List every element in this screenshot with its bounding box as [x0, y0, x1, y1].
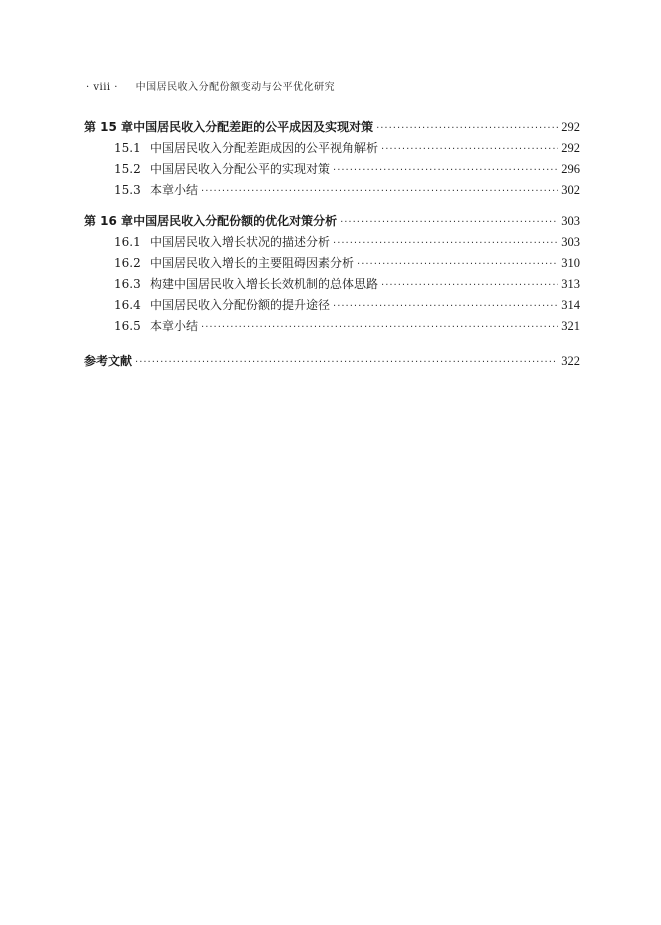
toc-chapter-16[interactable] — [84, 212, 580, 233]
page-number: 302 — [561, 183, 580, 197]
references-title: 参考文献 — [84, 354, 133, 368]
page-number: 322 — [561, 354, 580, 368]
toc-section-16-2[interactable] — [84, 254, 580, 275]
page-number: 310 — [561, 256, 580, 270]
dot-leader — [376, 123, 558, 134]
spacer — [84, 338, 580, 352]
section-title: 构建中国居民收入增长长效机制的总体思路 — [150, 277, 379, 291]
section-number: 15.2 — [114, 162, 141, 176]
dot-leader — [357, 259, 558, 270]
spacer — [84, 202, 580, 212]
page-number: 313 — [561, 277, 580, 291]
chapter-number: 第 16 章 — [84, 214, 134, 228]
table-of-contents — [84, 118, 580, 373]
chapter-number: 第 15 章 — [84, 120, 134, 134]
section-number: 16.5 — [114, 319, 141, 333]
page-marker: · viii · — [86, 82, 118, 93]
dot-leader — [201, 322, 558, 333]
section-title: 中国居民收入增长状况的描述分析 — [150, 235, 331, 249]
page-number: 303 — [561, 214, 580, 228]
dot-leader — [135, 357, 558, 368]
toc-section-15-1[interactable] — [84, 139, 580, 160]
section-title: 中国居民收入增长的主要阻碍因素分析 — [150, 256, 355, 270]
dot-leader — [340, 217, 558, 228]
section-number: 16.1 — [114, 235, 141, 249]
toc-section-15-3[interactable] — [84, 181, 580, 202]
book-title: 中国居民收入分配份额变动与公平优化研究 — [135, 82, 336, 93]
dot-leader — [201, 186, 558, 197]
dot-leader — [333, 238, 558, 249]
page-number: 292 — [561, 120, 580, 134]
page-number: 303 — [561, 235, 580, 249]
section-number: 15.1 — [114, 141, 141, 155]
chapter-title: 中国居民收入分配份额的优化对策分析 — [133, 214, 338, 228]
page-number: 314 — [561, 298, 580, 312]
toc-section-15-2[interactable] — [84, 160, 580, 181]
page-number: 321 — [561, 319, 580, 333]
dot-leader — [333, 301, 558, 312]
toc-section-16-3[interactable] — [84, 275, 580, 296]
dot-leader — [333, 165, 558, 176]
section-number: 16.3 — [114, 277, 141, 291]
section-number: 16.2 — [114, 256, 141, 270]
section-title: 本章小结 — [150, 319, 199, 333]
dot-leader — [381, 144, 558, 155]
section-number: 15.3 — [114, 183, 141, 197]
section-title: 中国居民收入分配差距成因的公平视角解析 — [150, 141, 379, 155]
toc-section-16-1[interactable] — [84, 233, 580, 254]
toc-section-16-5[interactable] — [84, 317, 580, 338]
toc-references[interactable] — [84, 352, 580, 373]
section-number: 16.4 — [114, 298, 141, 312]
page-number: 292 — [561, 141, 580, 155]
section-title: 中国居民收入分配公平的实现对策 — [150, 162, 331, 176]
section-title: 中国居民收入分配份额的提升途径 — [150, 298, 331, 312]
toc-section-16-4[interactable] — [84, 296, 580, 317]
page-number: 296 — [561, 162, 580, 176]
running-header — [86, 78, 335, 93]
dot-leader — [381, 280, 558, 291]
section-title: 本章小结 — [150, 183, 199, 197]
toc-chapter-15[interactable] — [84, 118, 580, 139]
chapter-title: 中国居民收入分配差距的公平成因及实现对策 — [133, 120, 374, 134]
